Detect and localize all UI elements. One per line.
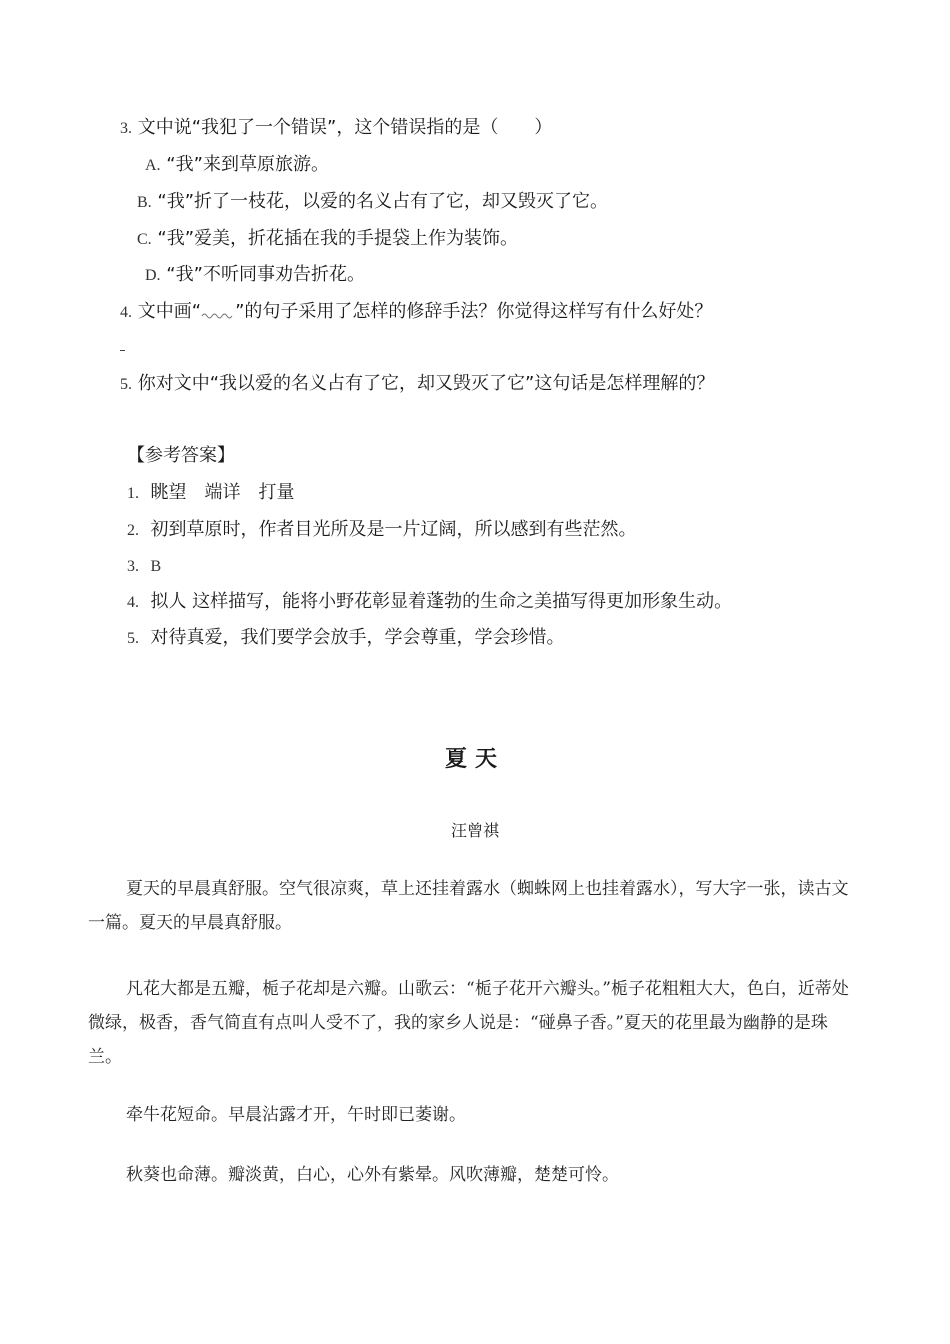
- question-text-before: 文中画“: [137, 301, 202, 322]
- answer-text: 初到草原时，作者目光所及是一片辽阔，所以感到有些茫然。: [150, 519, 637, 540]
- option-letter: C.: [137, 231, 152, 248]
- question-text-after: ”的句子采用了怎样的修辞手法？你觉得这样写有什么好处？: [235, 301, 713, 322]
- option-letter: B.: [137, 194, 152, 211]
- option-text: “我”爱美，折花插在我的手提袋上作为装饰。: [157, 228, 519, 249]
- option-letter: A.: [145, 157, 161, 174]
- answer-text: 拟人 这样描写，能将小野花彰显着蓬勃的生命之美描写得更加形象生动。: [150, 591, 733, 612]
- answer-number: 5.: [127, 630, 139, 647]
- answer-item-3: [127, 554, 161, 579]
- question-number: 4.: [120, 304, 132, 321]
- answer-item-5: [127, 626, 564, 651]
- option-text: “我”来到草原旅游。: [166, 154, 329, 175]
- answer-text: 眺望 端详 打量: [150, 482, 295, 503]
- question-4: [120, 300, 712, 325]
- question-5: [120, 372, 714, 397]
- essay-paragraph-1: 夏天的早晨真舒服。空气很凉爽，草上还挂着露水（蜘蛛网上也挂着露水），写大字一张，读古文一篇。夏天的早晨真舒服。: [88, 879, 849, 933]
- question-number: 3.: [120, 120, 132, 137]
- wavy-underline-icon: [201, 311, 235, 321]
- essay-title: 夏天: [444, 747, 505, 772]
- answer-number: 1.: [127, 485, 139, 502]
- answer-number: 4.: [127, 594, 139, 611]
- essay-paragraph-3: 牵牛花短命。早晨沾露才开，午时即已萎谢。: [126, 1105, 466, 1125]
- question-3: [120, 116, 552, 141]
- answer-blank-mark: [120, 350, 125, 351]
- answer-item-2: [127, 518, 636, 543]
- question-text: 文中说“我犯了一个错误”，这个错误指的是（ ）: [137, 117, 553, 138]
- answer-text: B: [150, 558, 162, 575]
- option-b: [137, 190, 608, 215]
- question-text: 你对文中“我以爱的名义占有了它，却又毁灭了它”这句话是怎样理解的？: [137, 373, 715, 394]
- answer-text: 对待真爱，我们要学会放手，学会尊重，学会珍惜。: [150, 627, 565, 648]
- essay-author: 汪曾祺: [450, 821, 499, 840]
- option-c: [137, 227, 518, 252]
- answer-number: 3.: [127, 558, 139, 575]
- question-number: 5.: [120, 376, 132, 393]
- option-text: “我”折了一枝花，以爱的名义占有了它，却又毁灭了它。: [157, 191, 609, 212]
- essay-paragraph-4: 秋葵也命薄。瓣淡黄，白心，心外有紫晕。风吹薄瓣，楚楚可怜。: [126, 1165, 619, 1185]
- essay-paragraph-2: 凡花大都是五瓣，栀子花却是六瓣。山歌云：“栀子花开六瓣头。”栀子花粗粗大大，色白，近蒂处微绿，极香，香气简直有点叫人受不了，我的家乡人说是：“碰鼻子香。”夏天的花里最为幽静的是珠兰。: [88, 979, 849, 1067]
- answer-item-4: [127, 590, 732, 615]
- answer-number: 2.: [127, 522, 139, 539]
- option-text: “我”不听同事劝告折花。: [166, 264, 365, 285]
- answer-item-1: [127, 481, 294, 506]
- option-d: [145, 263, 365, 288]
- option-letter: D.: [145, 267, 161, 284]
- answers-heading: 【参考答案】: [127, 445, 235, 466]
- option-a: [145, 153, 329, 178]
